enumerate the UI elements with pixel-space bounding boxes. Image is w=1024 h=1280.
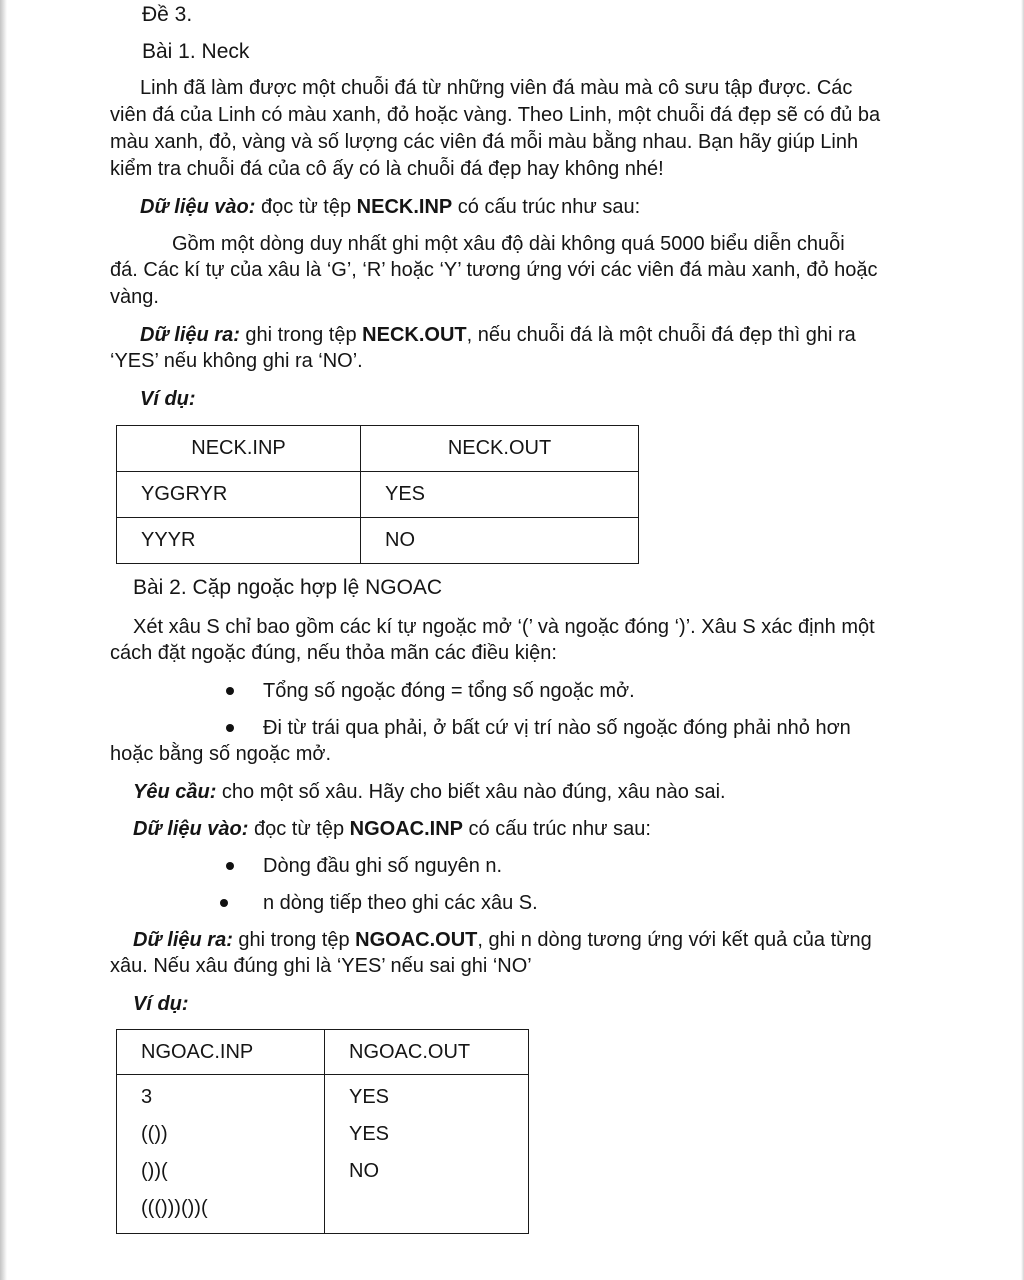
problem1-statement-line: Linh đã làm được một chuỗi đá từ những viên đá màu mà cô sưu tập được. Các (140, 77, 853, 99)
table-header-row (117, 1030, 529, 1075)
table-line: ())( (141, 1160, 168, 1182)
table-row (117, 472, 639, 518)
problem1-input-spec: Dữ liệu vào: đọc từ tệp NECK.INP có cấu trúc như sau: (140, 196, 641, 218)
output-filename: NECK.OUT (362, 324, 467, 346)
table-header-cell: NECK.OUT (361, 426, 639, 472)
problem1-input-desc-line: Gồm một dòng duy nhất ghi một xâu độ dài không quá 5000 biểu diễn chuỗi (172, 233, 845, 255)
problem2-example-table (116, 1029, 529, 1234)
bullet-icon (226, 724, 234, 732)
problem1-statement-line: màu xanh, đỏ, vàng và số lượng các viên đá mỗi màu bằng nhau. Bạn hãy giúp Linh (110, 131, 859, 153)
problem2-condition: Đi từ trái qua phải, ở bất cứ vị trí nào số ngoặc đóng phải nhỏ hơn (263, 717, 851, 739)
problem2-condition-cont: hoặc bằng số ngoặc mở. (110, 743, 332, 765)
input-label: Dữ liệu vào: (140, 196, 256, 218)
table-header-row (117, 426, 639, 472)
problem1-title: Bài 1. Neck (142, 40, 250, 63)
problem1-statement-line: viên đá của Linh có màu xanh, đỏ hoặc vàng. Theo Linh, một chuỗi đá đẹp sẽ có đủ ba (110, 104, 881, 126)
table-cell-out (325, 1075, 529, 1234)
table-header-cell: NECK.INP (117, 426, 361, 472)
output-label: Dữ liệu ra: (140, 324, 240, 346)
problem2-example-label: Ví dụ: (133, 993, 189, 1015)
problem2-input-item: n dòng tiếp theo ghi các xâu S. (263, 892, 538, 914)
bullet-icon (226, 687, 234, 695)
problem1-example-table (116, 425, 639, 564)
table-cell: YES (361, 472, 639, 518)
table-cell: NO (361, 518, 639, 564)
problem2-output-spec: Dữ liệu ra: ghi trong tệp NGOAC.OUT, ghi n dòng tương ứng với kết quả của từng (133, 929, 872, 951)
input-filename: NGOAC.INP (349, 818, 463, 840)
problem2-title: Bài 2. Cặp ngoặc hợp lệ NGOAC (133, 576, 443, 599)
table-line: 3 (141, 1086, 153, 1108)
table-line: YES (349, 1123, 390, 1145)
problem2-statement-line: Xét xâu S chỉ bao gồm các kí tự ngoặc mở ‘(’ và ngoặc đóng ‘)’. Xâu S xác định một (133, 616, 875, 638)
requirement-label: Yêu cầu: (133, 781, 217, 803)
exam-title: Đề 3. (142, 3, 193, 26)
output-label: Dữ liệu ra: (133, 929, 233, 951)
table-line: YES (349, 1086, 390, 1108)
table-cell: YGGRYR (117, 472, 361, 518)
table-row (117, 1075, 529, 1234)
problem2-condition: Tổng số ngoặc đóng = tổng số ngoặc mở. (263, 680, 635, 702)
problem1-output-spec: Dữ liệu ra: ghi trong tệp NECK.OUT, nếu chuỗi đá là một chuỗi đá đẹp thì ghi ra (140, 324, 856, 346)
table-header-cell: NGOAC.OUT (325, 1030, 529, 1075)
table-line (349, 1190, 528, 1227)
page-left-shadow (0, 0, 7, 1280)
input-label: Dữ liệu vào: (133, 818, 249, 840)
problem2-requirement: Yêu cầu: cho một số xâu. Hãy cho biết xâu nào đúng, xâu nào sai. (133, 781, 726, 803)
problem1-example-label: Ví dụ: (140, 388, 196, 410)
problem2-input-spec: Dữ liệu vào: đọc từ tệp NGOAC.INP có cấu trúc như sau: (133, 818, 651, 840)
problem2-output-line2: xâu. Nếu xâu đúng ghi là ‘YES’ nếu sai ghi ‘NO’ (110, 955, 532, 977)
input-filename: NECK.INP (356, 196, 453, 218)
table-header-cell: NGOAC.INP (117, 1030, 325, 1075)
table-line: (()) (141, 1123, 168, 1145)
table-row (117, 518, 639, 564)
table-line: NO (349, 1160, 379, 1182)
output-filename: NGOAC.OUT (355, 929, 478, 951)
bullet-icon (220, 899, 228, 907)
problem1-input-desc-line: vàng. (110, 286, 159, 308)
problem1-input-desc-line: đá. Các kí tự của xâu là ‘G’, ‘R’ hoặc ‘Y’ tương ứng với các viên đá màu xanh, đỏ hoặc (110, 259, 878, 281)
problem1-statement-line: kiểm tra chuỗi đá của cô ấy có là chuỗi đá đẹp hay không nhé! (110, 158, 664, 180)
problem2-statement-line: cách đặt ngoặc đúng, nếu thỏa mãn các điều kiện: (110, 642, 557, 664)
problem2-input-item: Dòng đầu ghi số nguyên n. (263, 855, 503, 877)
table-line: ((()))())( (141, 1197, 208, 1219)
table-cell: YYYR (117, 518, 361, 564)
bullet-icon (226, 862, 234, 870)
table-cell-inp (117, 1075, 325, 1234)
problem1-output-line2: ‘YES’ nếu không ghi ra ‘NO’. (110, 350, 363, 372)
